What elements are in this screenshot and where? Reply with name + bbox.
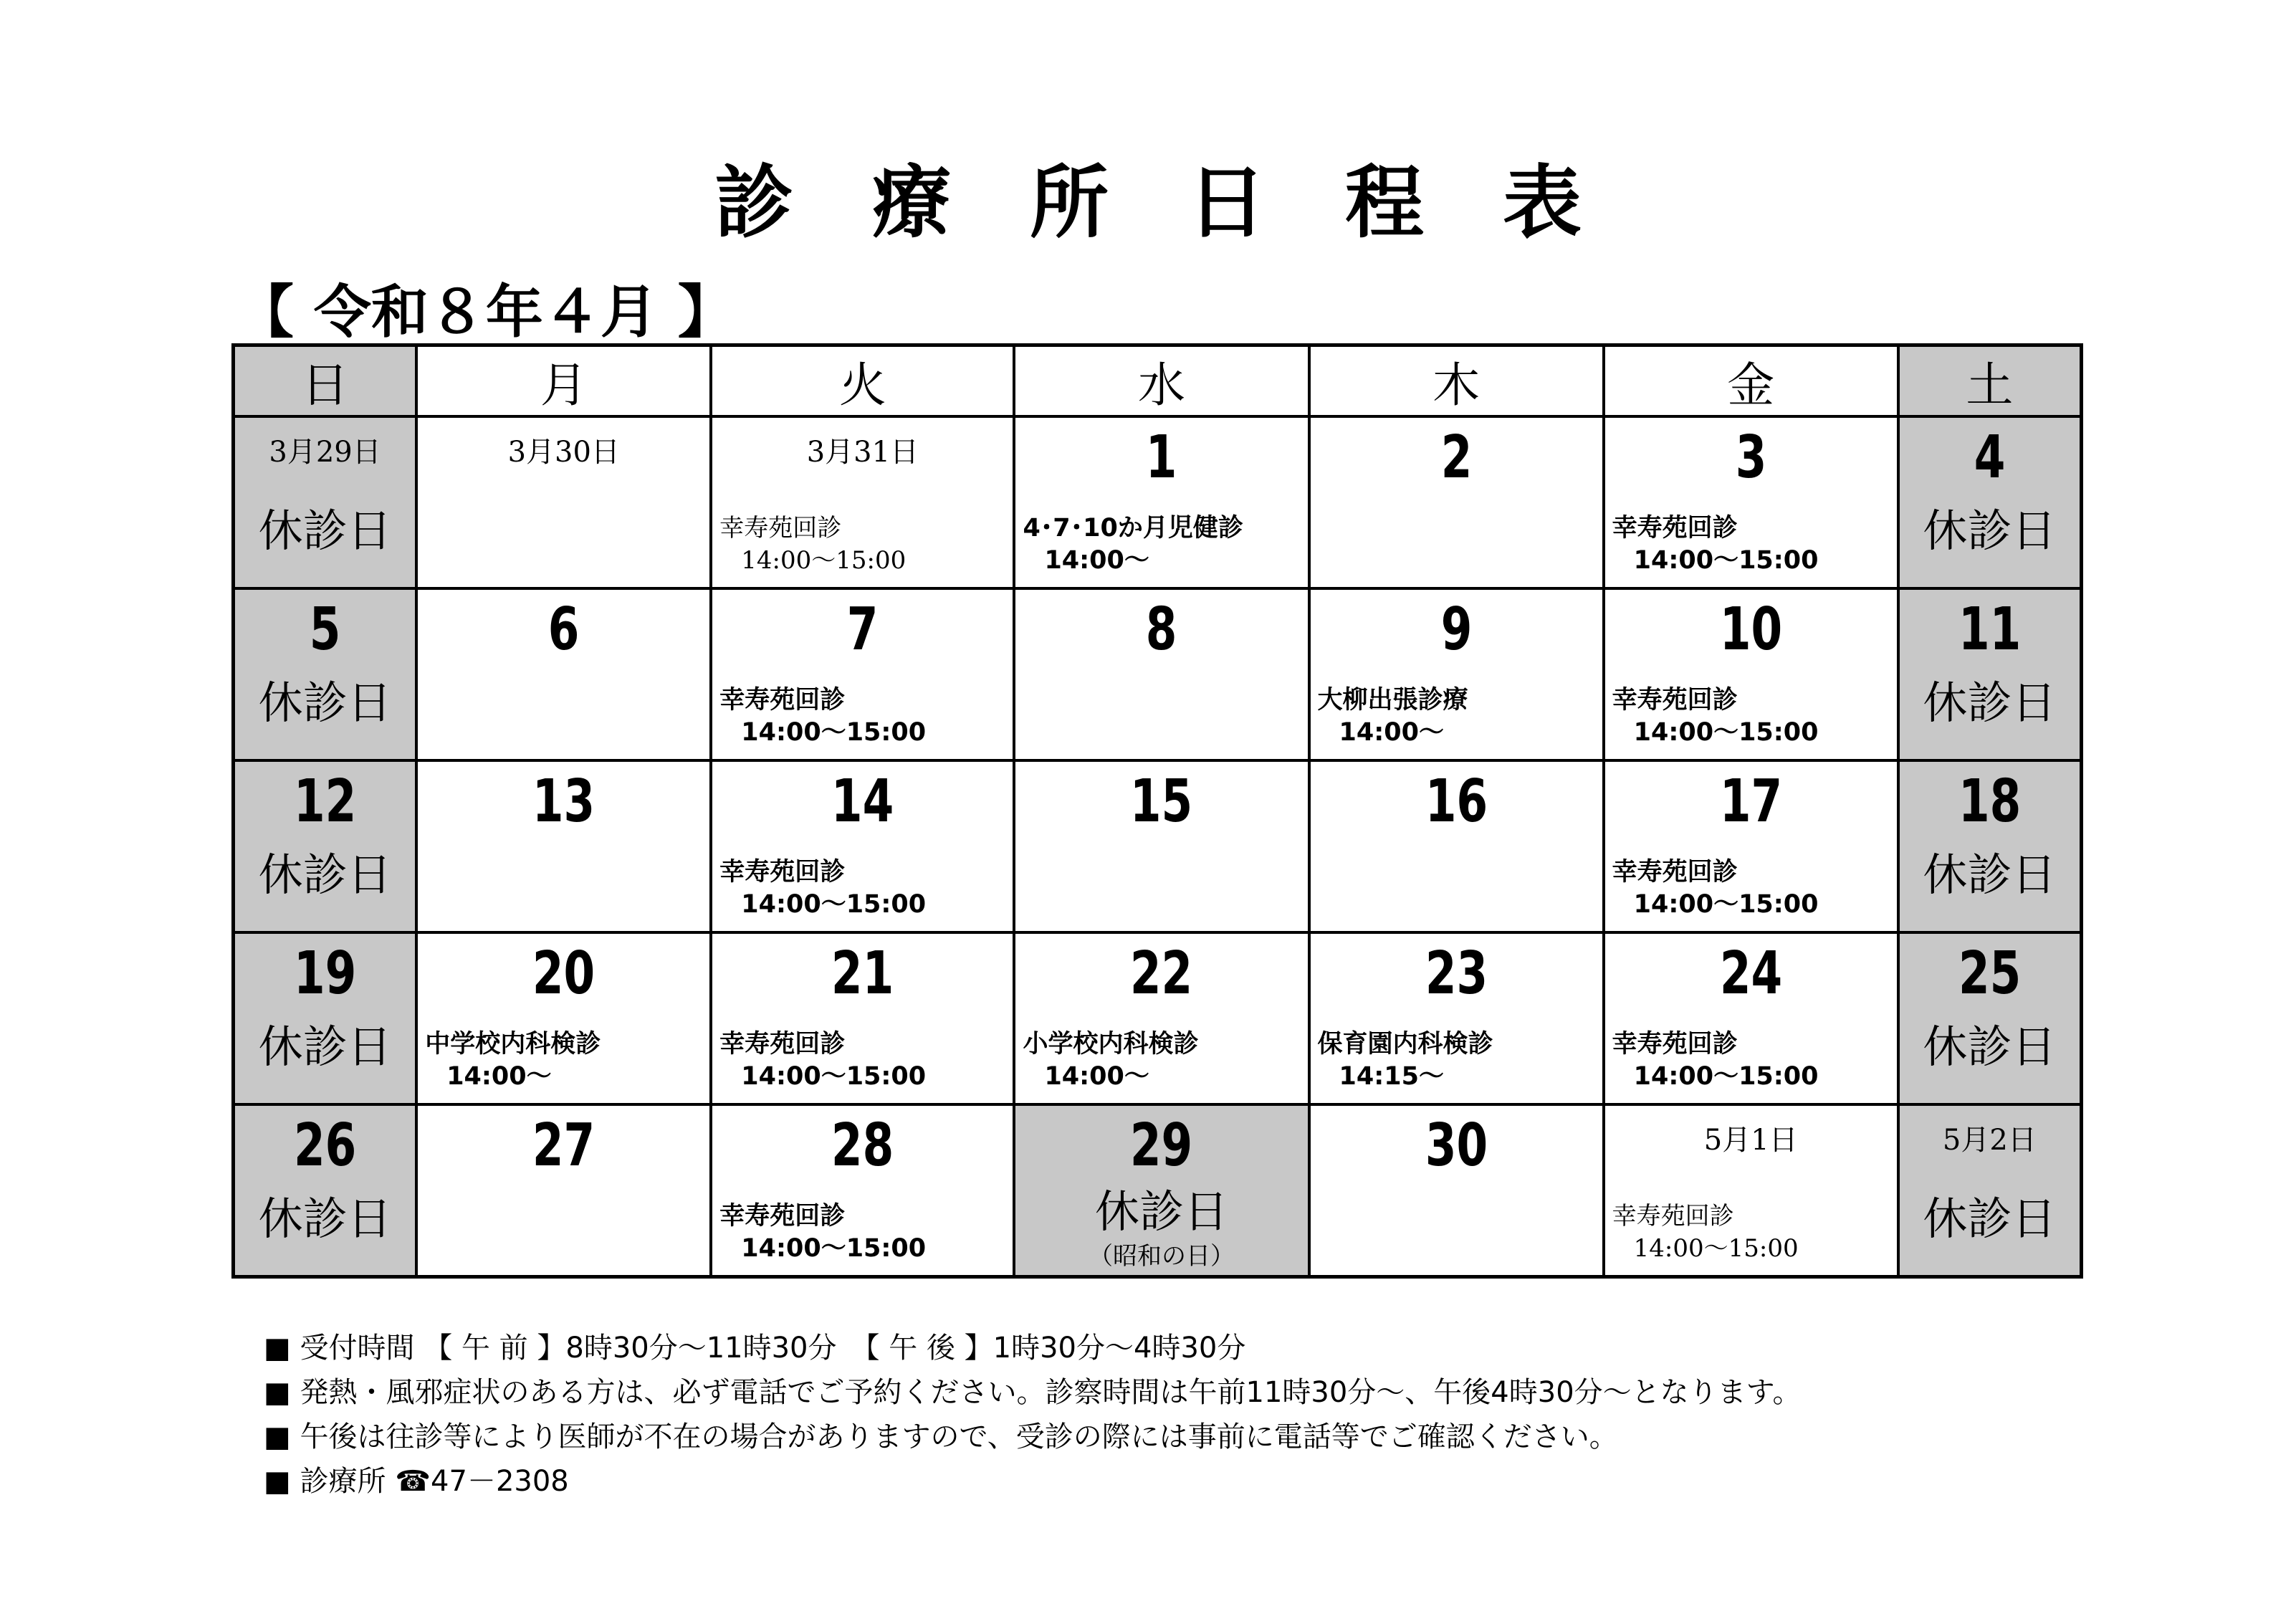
day-number: 27 xyxy=(532,1112,595,1180)
calendar-day-cell xyxy=(1309,416,1604,588)
closed-label: 休診日 xyxy=(258,677,392,729)
day-number: 2 xyxy=(1440,424,1472,492)
calendar-day-cell xyxy=(1898,932,2082,1104)
calendar-day-cell xyxy=(416,1104,711,1277)
closed-label: 休診日 xyxy=(258,1193,392,1245)
weekday-header: 日 xyxy=(234,345,417,417)
calendar-day-cell xyxy=(1014,932,1309,1104)
day-number: 13 xyxy=(532,768,595,836)
calendar-day-cell xyxy=(1014,760,1309,932)
schedule-event: 幸寿苑回診 xyxy=(1612,1202,1734,1231)
schedule-event: 幸寿苑回診 xyxy=(1612,686,1738,715)
closed-label: 休診日 xyxy=(258,505,392,557)
schedule-event: 幸寿苑回診 xyxy=(1612,1030,1738,1059)
calendar-day-cell xyxy=(1898,416,2082,588)
schedule-note xyxy=(719,684,1010,749)
calendar-day-cell xyxy=(1309,1104,1604,1277)
calendar-day-cell xyxy=(234,416,417,588)
day-date: 3月29日 xyxy=(269,436,381,469)
calendar-day-cell xyxy=(1604,760,1898,932)
weekday-header: 土 xyxy=(1898,345,2082,417)
day-number: 3 xyxy=(1735,424,1767,492)
day-number: 29 xyxy=(1130,1112,1193,1180)
day-number: 18 xyxy=(1958,768,2022,836)
schedule-time: 14:00～ xyxy=(1044,546,1149,575)
day-number: 7 xyxy=(847,596,879,664)
schedule-event: 4･7･10か月児健診 xyxy=(1023,514,1243,543)
day-number: 12 xyxy=(293,768,357,836)
schedule-note xyxy=(719,1200,1010,1265)
day-number: 8 xyxy=(1146,596,1177,664)
calendar-week-row xyxy=(234,416,2082,588)
closed-label: 休診日 xyxy=(1094,1185,1228,1238)
calendar-week-row xyxy=(234,588,2082,760)
schedule-event: 中学校内科検診 xyxy=(425,1030,601,1059)
calendar-week-row xyxy=(234,1104,2082,1277)
closed-label: 休診日 xyxy=(258,1021,392,1073)
calendar-week-row xyxy=(234,932,2082,1104)
footer-line: ■ 午後は往診等により医師が不在の場合がありますので、受診の際には事前に電話等でご確認ください。 xyxy=(264,1420,1618,1453)
calendar-day-cell xyxy=(1898,588,2082,760)
closed-label: 休診日 xyxy=(1923,1193,2057,1245)
schedule-time: 14:00～15:00 xyxy=(1633,718,1819,747)
schedule-note xyxy=(1318,684,1599,749)
footer-line: ■ 受付時間 【 午 前 】8時30分～11時30分 【 午 後 】1時30分～4時30分 xyxy=(264,1332,1246,1365)
schedule-note xyxy=(1612,512,1894,577)
calendar-day-cell xyxy=(1309,932,1604,1104)
schedule-note xyxy=(1023,512,1304,577)
schedule-note xyxy=(1612,1028,1894,1093)
day-date: 3月30日 xyxy=(507,436,620,469)
calendar-day-cell xyxy=(1898,1104,2082,1277)
month-label: 【 令和８年４月 】 xyxy=(236,279,735,345)
weekday-header: 月 xyxy=(416,345,711,417)
calendar-day-cell xyxy=(711,1104,1014,1277)
schedule-time: 14:00～15:00 xyxy=(741,718,927,747)
schedule-event: 幸寿苑回診 xyxy=(719,1030,846,1059)
day-number: 14 xyxy=(831,768,894,836)
weekday-header: 水 xyxy=(1014,345,1309,417)
schedule-time: 14:00～ xyxy=(1044,1062,1149,1091)
footer-notes xyxy=(264,1326,1801,1504)
schedule-event: 幸寿苑回診 xyxy=(1612,514,1738,543)
day-date: 5月2日 xyxy=(1942,1124,2037,1157)
day-number: 24 xyxy=(1719,940,1782,1008)
calendar-day-cell xyxy=(416,416,711,588)
page-title: 診療所日程表 xyxy=(714,157,1660,249)
calendar-day-cell xyxy=(1604,588,1898,760)
calendar-day-cell xyxy=(1014,416,1309,588)
calendar-day-cell xyxy=(711,416,1014,588)
day-date: 3月31日 xyxy=(806,436,919,469)
day-number: 17 xyxy=(1719,768,1782,836)
calendar-day-cell xyxy=(1604,932,1898,1104)
calendar-day-cell xyxy=(234,760,417,932)
holiday-name: （昭和の日） xyxy=(1088,1242,1235,1271)
day-number: 11 xyxy=(1958,596,2022,664)
schedule-note xyxy=(719,856,1010,921)
day-number: 30 xyxy=(1425,1112,1488,1180)
closed-label: 休診日 xyxy=(258,849,392,901)
schedule-time: 14:00～ xyxy=(446,1062,552,1091)
schedule-note xyxy=(425,1028,707,1093)
schedule-time: 14:15～ xyxy=(1339,1062,1444,1091)
day-number: 20 xyxy=(532,940,595,1008)
schedule-time: 14:00～15:00 xyxy=(1633,1234,1799,1263)
schedule-event: 小学校内科検診 xyxy=(1023,1030,1199,1059)
day-number: 21 xyxy=(831,940,894,1008)
day-number: 16 xyxy=(1425,768,1488,836)
day-number: 9 xyxy=(1440,596,1472,664)
calendar-day-cell xyxy=(711,588,1014,760)
closed-label: 休診日 xyxy=(1923,677,2057,729)
calendar-day-cell xyxy=(1014,588,1309,760)
day-number: 25 xyxy=(1958,940,2022,1008)
calendar-day-cell xyxy=(1898,760,2082,932)
calendar-day-cell xyxy=(234,588,417,760)
schedule-time: 14:00～15:00 xyxy=(741,1234,927,1263)
day-date: 5月1日 xyxy=(1703,1124,1798,1157)
schedule-time: 14:00～15:00 xyxy=(741,546,907,575)
schedule-time: 14:00～ xyxy=(1339,718,1444,747)
weekday-header: 金 xyxy=(1604,345,1898,417)
schedule-time: 14:00～15:00 xyxy=(1633,890,1819,919)
calendar-day-cell xyxy=(1604,1104,1898,1277)
weekday-header: 木 xyxy=(1309,345,1604,417)
calendar-day-cell xyxy=(1604,416,1898,588)
schedule-note xyxy=(1612,856,1894,921)
calendar-day-cell xyxy=(416,760,711,932)
day-number: 19 xyxy=(293,940,357,1008)
schedule-time: 14:00～15:00 xyxy=(741,890,927,919)
calendar-day-cell xyxy=(1309,760,1604,932)
day-number: 26 xyxy=(293,1112,357,1180)
calendar-table xyxy=(231,343,2083,1279)
schedule-time: 14:00～15:00 xyxy=(1633,1062,1819,1091)
day-number: 4 xyxy=(1974,424,2006,492)
schedule-note xyxy=(719,1028,1010,1093)
weekday-header: 火 xyxy=(711,345,1014,417)
footer-line: ■ 発熱・風邪症状のある方は、必ず電話でご予約ください。診察時間は午前11時30分～、午後4時30分～となります。 xyxy=(264,1376,1802,1409)
day-number: 5 xyxy=(309,596,341,664)
day-number: 28 xyxy=(831,1112,894,1180)
calendar-day-cell xyxy=(711,760,1014,932)
day-number: 1 xyxy=(1146,424,1177,492)
calendar-day-cell xyxy=(1014,1104,1309,1277)
schedule-note xyxy=(719,512,1010,577)
calendar-day-cell xyxy=(711,932,1014,1104)
schedule-event: 幸寿苑回診 xyxy=(1612,858,1738,887)
schedule-event: 幸寿苑回診 xyxy=(719,858,846,887)
schedule-event: 大柳出張診療 xyxy=(1317,686,1468,715)
day-number: 6 xyxy=(547,596,580,664)
schedule-note xyxy=(1612,684,1894,749)
schedule-time: 14:00～15:00 xyxy=(1633,546,1819,575)
calendar-day-cell xyxy=(416,932,711,1104)
day-number: 10 xyxy=(1719,596,1782,664)
day-number: 15 xyxy=(1130,768,1193,836)
schedule-time: 14:00～15:00 xyxy=(741,1062,927,1091)
schedule-note xyxy=(1318,1028,1599,1093)
calendar-day-cell xyxy=(1309,588,1604,760)
closed-label: 休診日 xyxy=(1923,849,2057,901)
schedule-event: 幸寿苑回診 xyxy=(719,1202,846,1231)
schedule-note xyxy=(1023,1028,1304,1093)
calendar-day-cell xyxy=(416,588,711,760)
closed-label: 休診日 xyxy=(1923,505,2057,557)
schedule-event: 幸寿苑回診 xyxy=(719,686,846,715)
weekday-header-row xyxy=(234,345,2082,417)
calendar-day-cell xyxy=(234,932,417,1104)
schedule-event: 保育園内科検診 xyxy=(1317,1030,1493,1059)
schedule-note xyxy=(1612,1200,1894,1265)
day-number: 23 xyxy=(1425,940,1488,1008)
footer-line: ■ 診療所 ☎47－2308 xyxy=(264,1465,569,1498)
calendar-week-row xyxy=(234,760,2082,932)
day-number: 22 xyxy=(1130,940,1193,1008)
closed-label: 休診日 xyxy=(1923,1021,2057,1073)
schedule-event: 幸寿苑回診 xyxy=(719,514,842,543)
calendar-day-cell xyxy=(234,1104,417,1277)
